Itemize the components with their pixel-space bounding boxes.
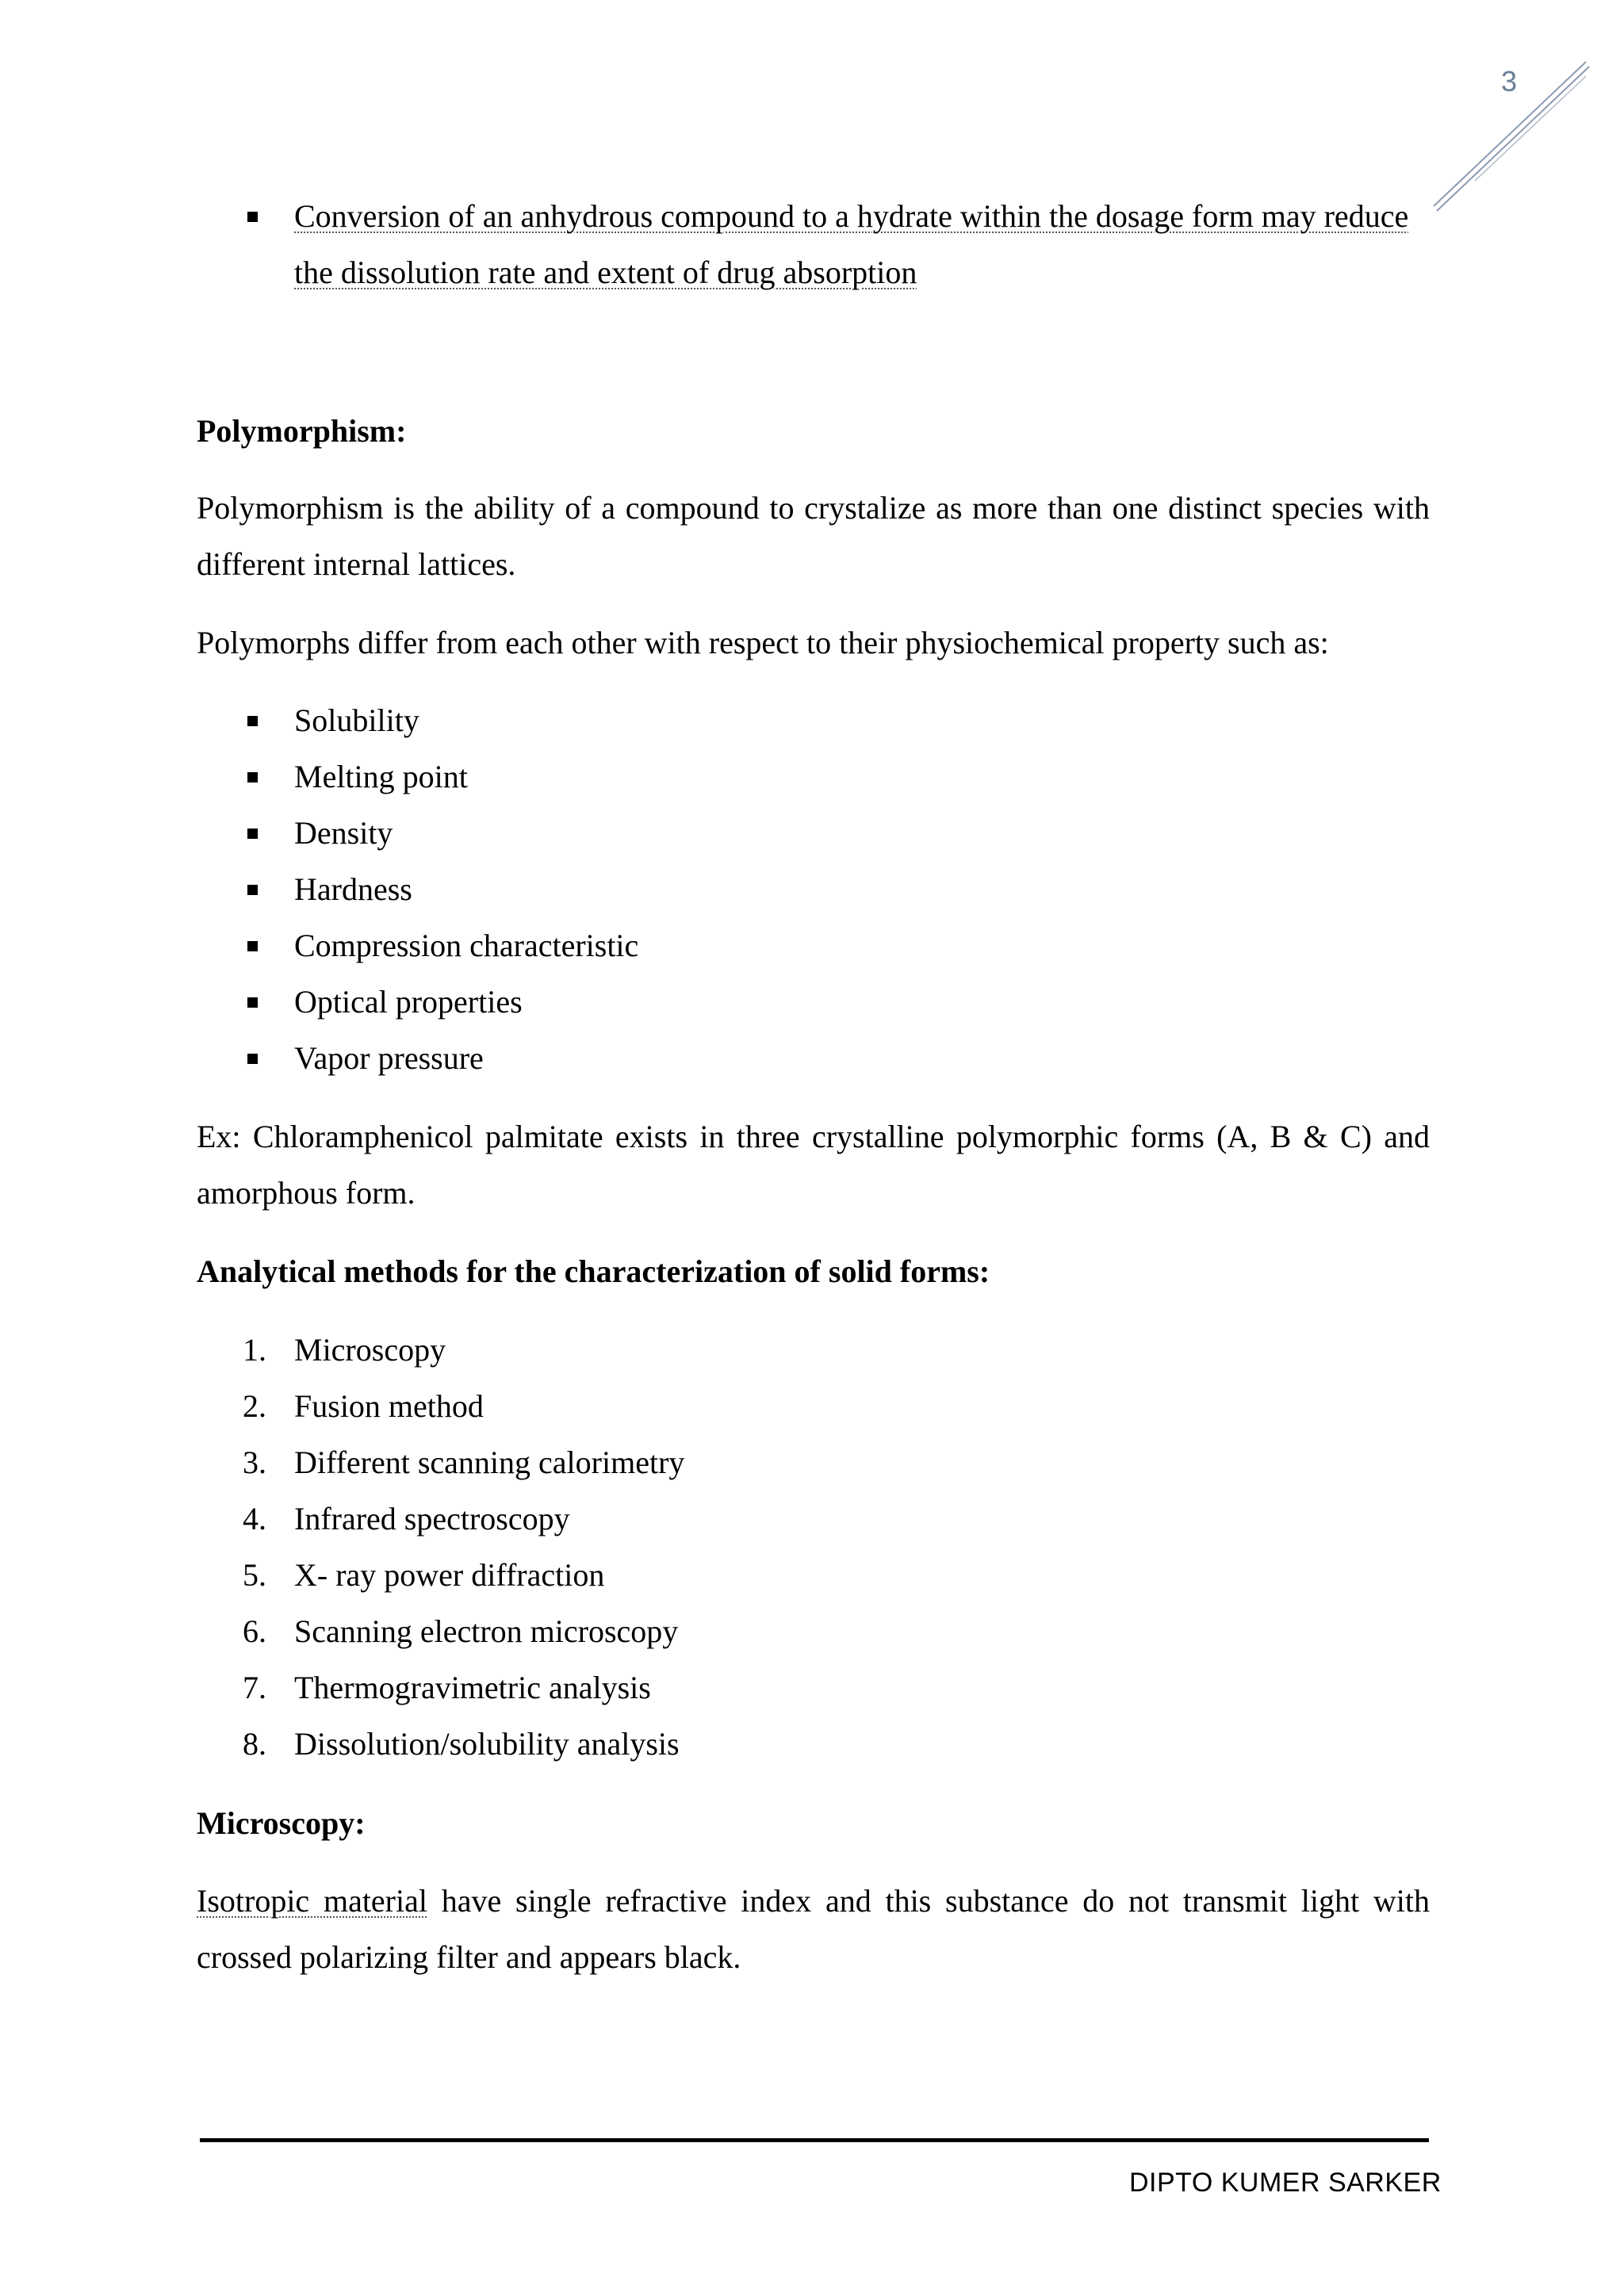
section-heading: Analytical methods for the characterization of solid forms: [197, 1253, 990, 1289]
footer-divider [200, 2138, 1429, 2142]
footer-author: DIPTO KUMER SARKER [1129, 2168, 1442, 2198]
corner-decoration [1427, 55, 1602, 214]
bullet-text: Conversion of an anhydrous compound to a hydrate within the dosage form may reduce [294, 198, 1409, 234]
list-number: 7. [243, 1670, 266, 1705]
paragraph-line [197, 1882, 1430, 1920]
list-item-label: Thermogravimetric analysis [294, 1670, 651, 1705]
paragraph-line: crossed polarizing filter and appears black. [197, 1939, 741, 1975]
bullet-marker [247, 772, 258, 783]
bullet-marker [247, 212, 258, 222]
bullet-marker [247, 828, 258, 839]
list-item-label: Solubility [294, 702, 419, 738]
list-item-label: Compression characteristic [294, 928, 639, 963]
bullet-marker [247, 1054, 258, 1064]
list-item-label: X- ray power diffraction [294, 1557, 605, 1593]
term-isotropic-material: Isotropic material [197, 1883, 427, 1919]
bullet-marker [247, 716, 258, 726]
list-number: 8. [243, 1726, 266, 1762]
paragraph: Polymorphs differ from each other with respect to their physiochemical property such as: [197, 625, 1329, 660]
bullet-marker [247, 885, 258, 895]
list-item-label: Dissolution/solubility analysis [294, 1726, 680, 1762]
section-heading: Polymorphism: [197, 413, 407, 449]
paragraph-line: amorphous form. [197, 1175, 416, 1211]
bullet-marker [247, 941, 258, 951]
list-number: 2. [243, 1388, 266, 1424]
paragraph-text: have single refractive index and this substance do not transmit light with [427, 1883, 1430, 1919]
list-item-label: Density [294, 815, 393, 851]
paragraph-line: different internal lattices. [197, 546, 516, 582]
list-item-label: Vapor pressure [294, 1040, 484, 1076]
list-item-label: Scanning electron microscopy [294, 1613, 679, 1649]
list-number: 1. [243, 1332, 266, 1368]
list-item-label: Hardness [294, 871, 412, 907]
list-item-label: Microscopy [294, 1332, 446, 1368]
section-heading: Microscopy: [197, 1805, 366, 1841]
list-item-label: Different scanning calorimetry [294, 1445, 685, 1480]
list-number: 3. [243, 1445, 266, 1480]
paragraph-line: Ex: Chloramphenicol palmitate exists in three crystalline polymorphic forms (A, B & C) and [197, 1119, 1430, 1154]
paragraph-line: Polymorphism is the ability of a compound to crystalize as more than one distinct species with [197, 490, 1430, 526]
list-item-label: Fusion method [294, 1388, 484, 1424]
page-number: 3 [1501, 65, 1518, 98]
list-item-label: Infrared spectroscopy [294, 1501, 570, 1536]
bullet-text-continuation: the dissolution rate and extent of drug absorption [294, 254, 917, 290]
list-number: 5. [243, 1557, 266, 1593]
list-item-label: Optical properties [294, 984, 523, 1020]
list-item-label: Melting point [294, 759, 468, 794]
list-number: 4. [243, 1501, 266, 1536]
list-number: 6. [243, 1613, 266, 1649]
bullet-marker [247, 997, 258, 1008]
